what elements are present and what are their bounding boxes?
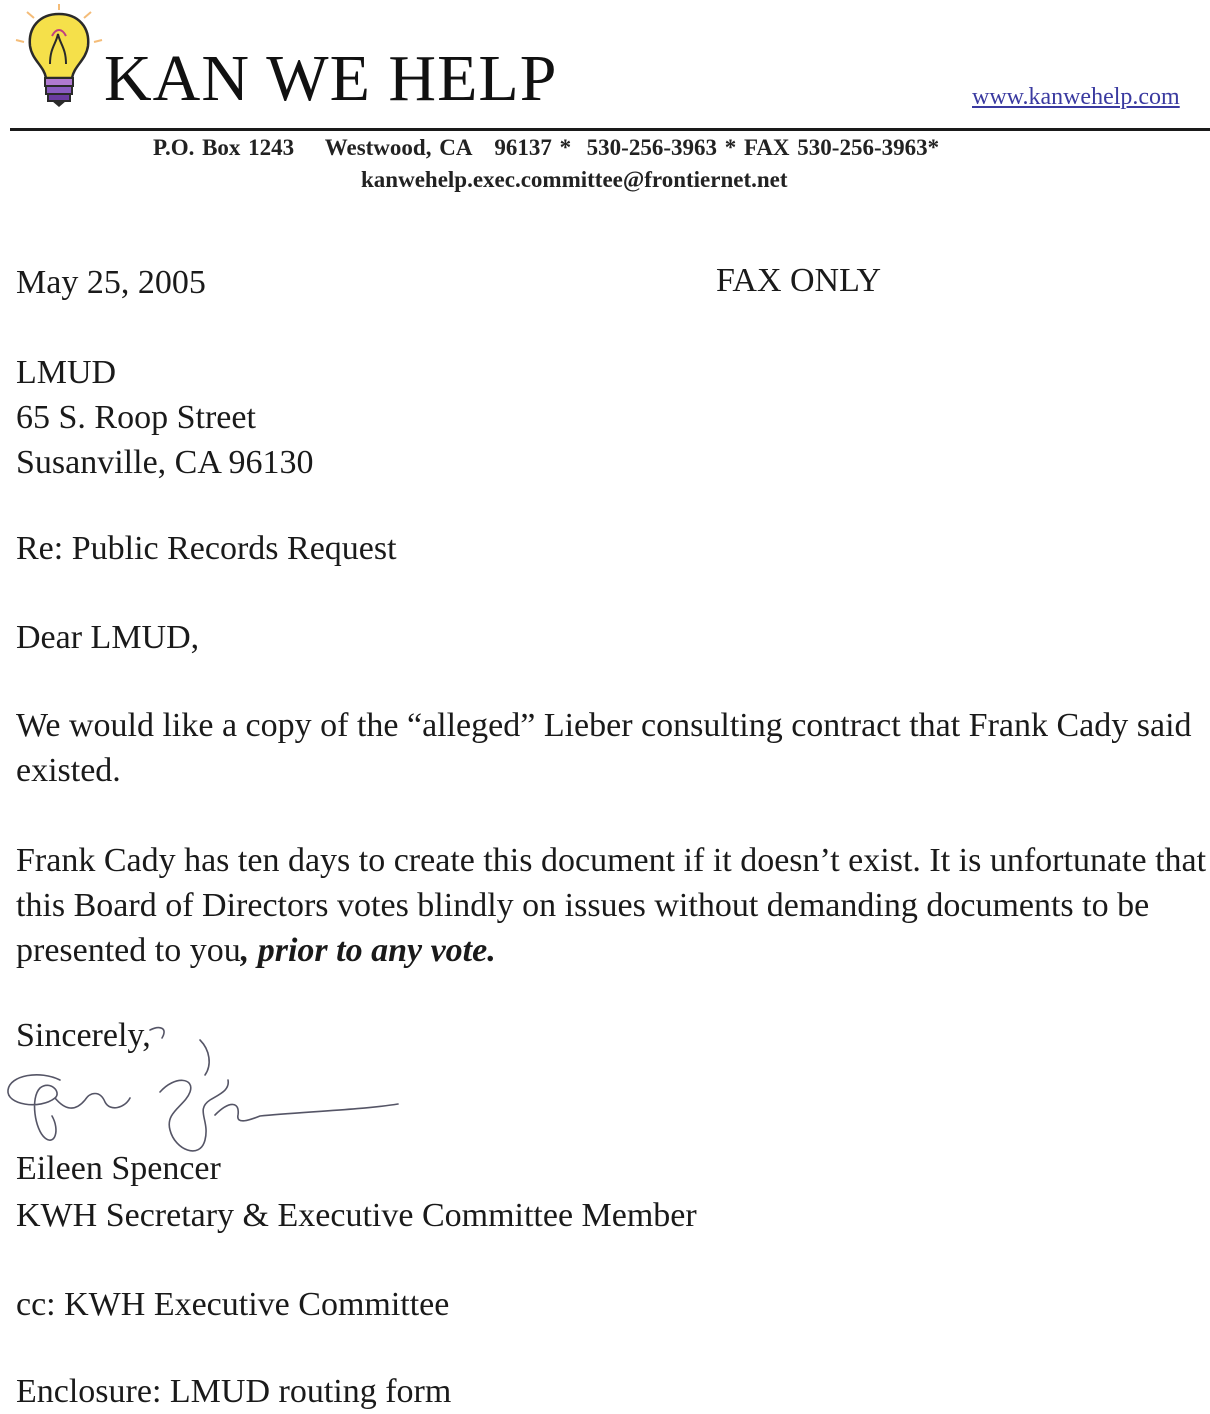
- enclosure-line: Enclosure: LMUD routing form: [16, 1373, 452, 1410]
- recipient-city: Susanville, CA 96130: [16, 444, 314, 481]
- closing: Sincerely,: [16, 1017, 151, 1054]
- emphasized-text: , prior to any vote.: [240, 932, 496, 969]
- body-paragraph: We would like a copy of the “alleged” Lieber consulting contract that Frank Cady said existed.: [16, 707, 1192, 789]
- letter-date: May 25, 2005: [16, 264, 206, 301]
- recipient-name: LMUD: [16, 354, 117, 391]
- website-link[interactable]: www.kanwehelp.com: [972, 84, 1180, 110]
- cc-line: cc: KWH Executive Committee: [16, 1286, 450, 1323]
- org-address: P.O. Box 1243 Westwood, CA 96137 * 530-256-3963 * FAX 530-256-3963*: [153, 135, 940, 160]
- body-paragraph: [16, 838, 1210, 973]
- fax-notice: FAX ONLY: [716, 262, 882, 299]
- header-divider: [10, 128, 1210, 131]
- lightbulb-icon: [14, 4, 104, 108]
- signer-title: KWH Secretary & Executive Committee Member: [16, 1197, 697, 1234]
- subject-line: Re: Public Records Request: [16, 530, 397, 567]
- recipient-address: [16, 350, 314, 485]
- paragraph-text: Frank Cady has ten days to create this document if it doesn’t exist. It is unfortunate that this Board of Directors votes blindly on issues without demanding documents to be presented to you: [16, 842, 1207, 969]
- org-email: kanwehelp.exec.committee@frontiernet.net: [361, 167, 788, 192]
- salutation: Dear LMUD,: [16, 619, 200, 656]
- signer-name: Eileen Spencer: [16, 1150, 221, 1187]
- recipient-street: 65 S. Roop Street: [16, 399, 256, 436]
- org-name: KAN WE HELP: [104, 42, 558, 115]
